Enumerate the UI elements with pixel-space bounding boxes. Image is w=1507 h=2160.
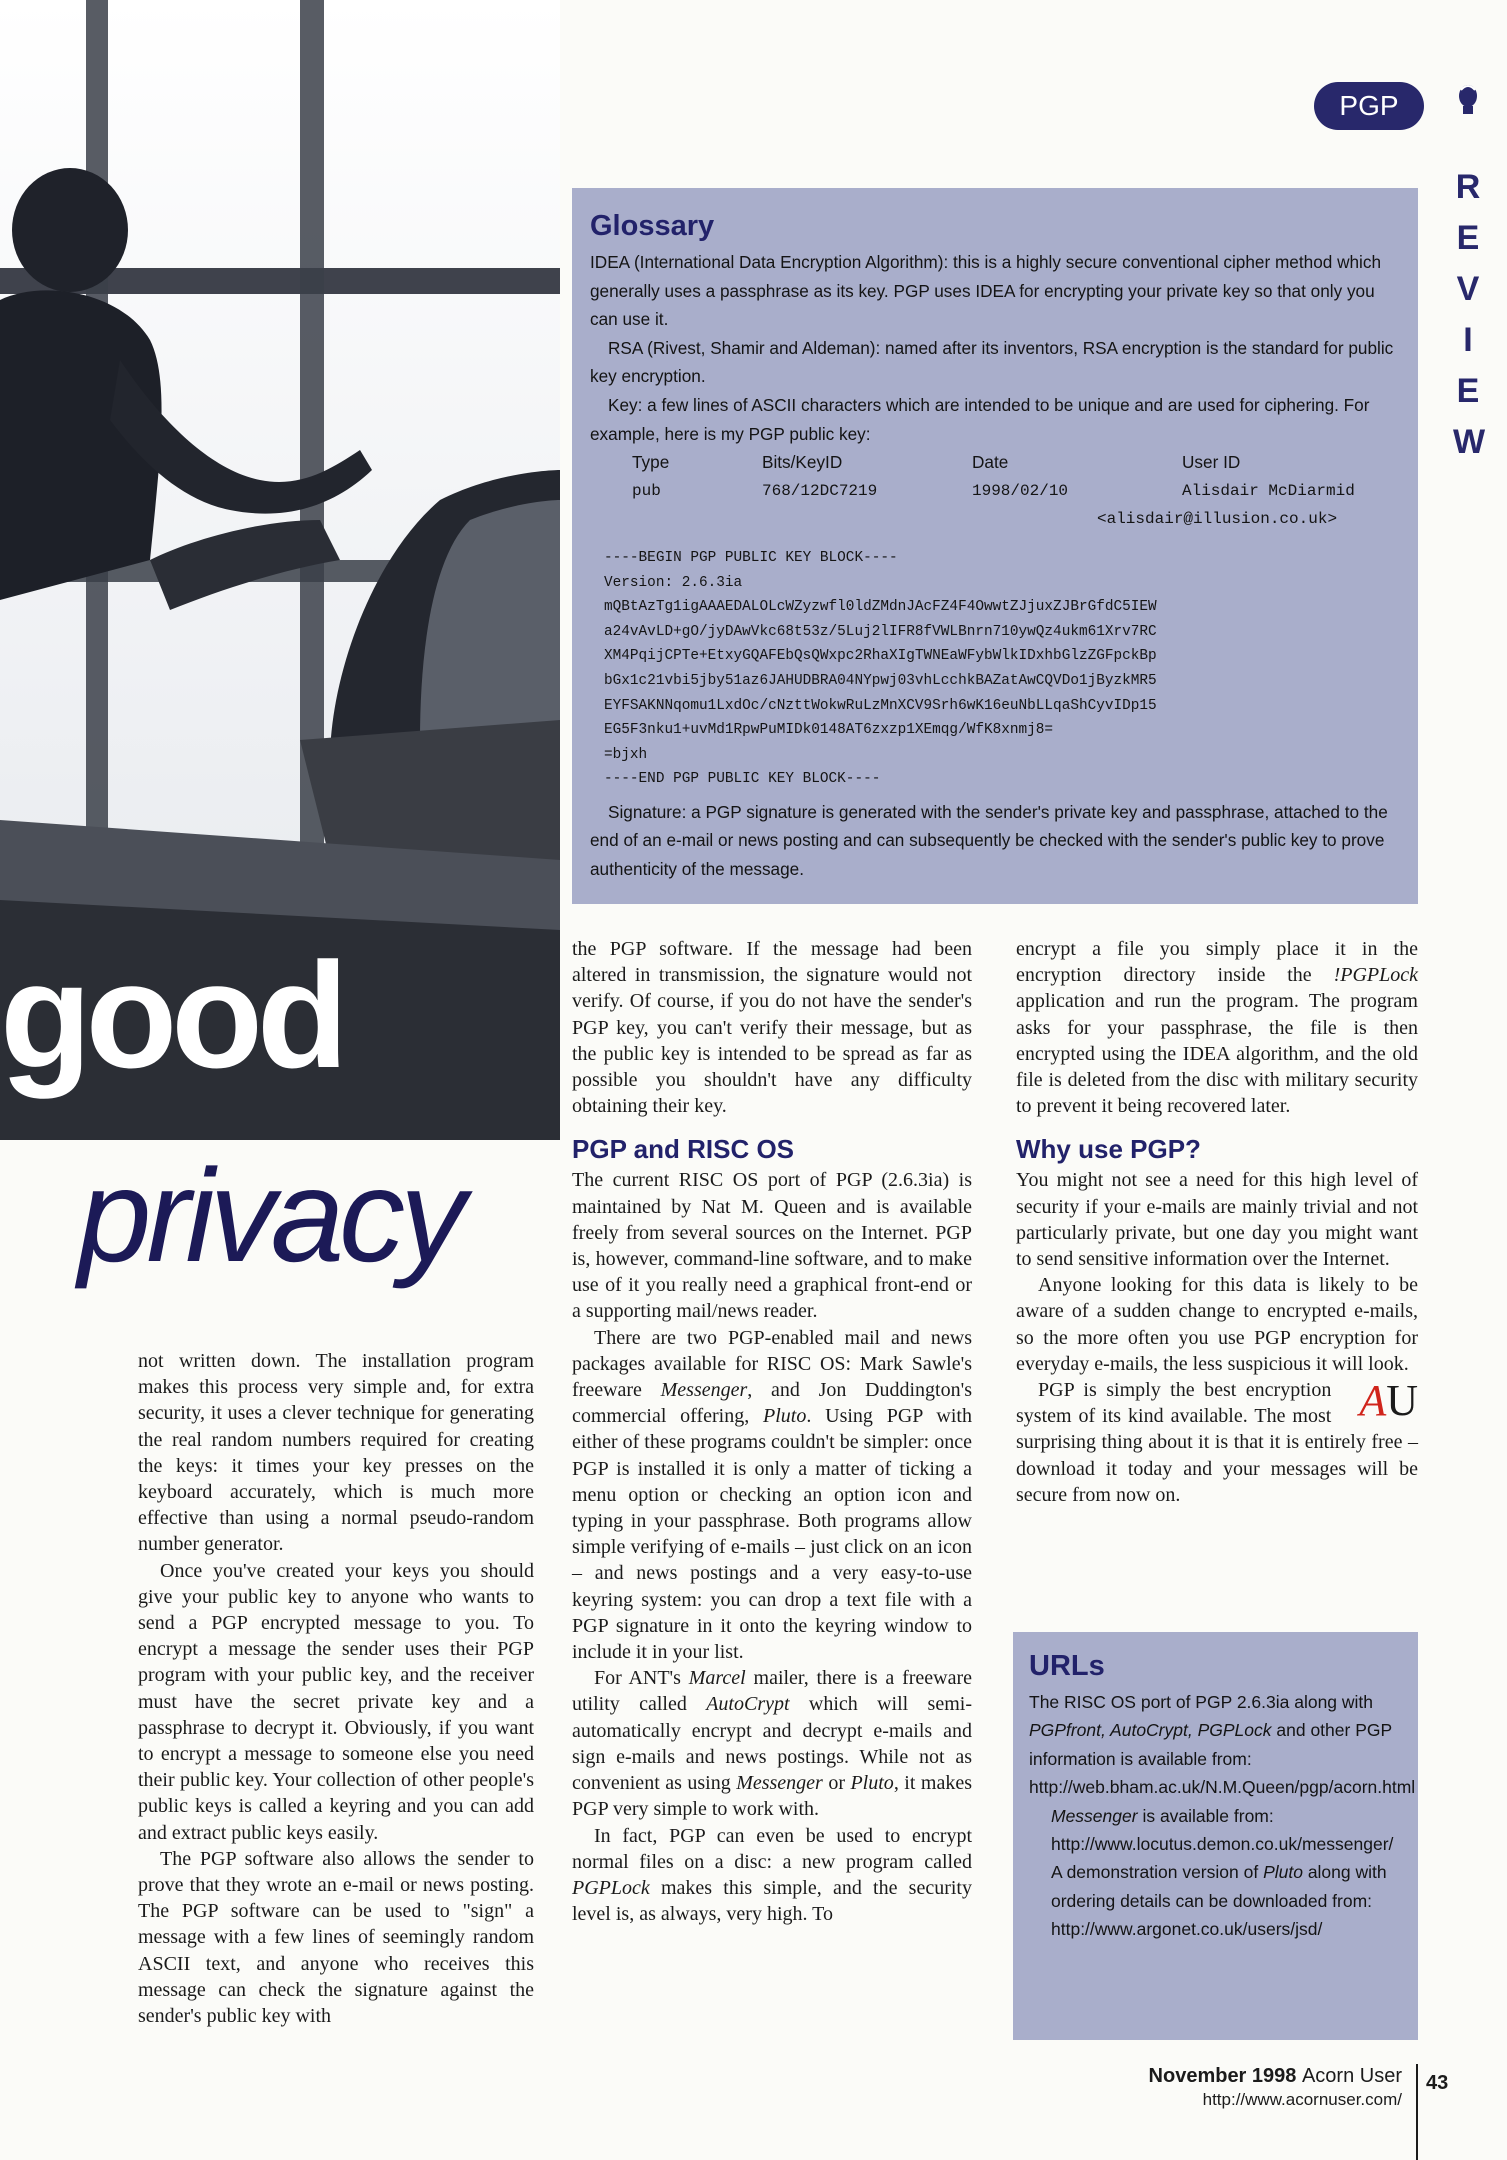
key-line: ----BEGIN PGP PUBLIC KEY BLOCK---- — [604, 549, 898, 566]
text-run-italic: Pluto — [763, 1405, 807, 1428]
key-table-cell: 1998/02/10 — [972, 481, 1069, 500]
text-run: PGP is simply the best encryption system of its kind available. The most surprising thing about it is that it is entirely free – download it today and your messages will be secure from now on. — [1016, 1379, 1418, 1506]
glossary-title: Glossary — [590, 210, 715, 242]
paragraph: not written down. The installation program makes this process very simple and, for extra security, it uses a clever technique for generating the real random numbers required for creating the keys: it times your key presses on the keyboard accurately, which is much more effective than using a normal pseudo-random number generator. — [138, 1350, 534, 1556]
lightbulb-icon — [1458, 84, 1478, 118]
url-link[interactable]: http://web.bham.ac.uk/N.M.Queen/pgp/acorn.html — [1029, 1777, 1416, 1798]
subheading-pgp-risc-os: PGP and RISC OS — [572, 1134, 795, 1165]
paragraph: Anyone looking for this data is likely to be aware of a sudden change to encrypted e-mails, so the more often you use PGP encryption for everyday e-mails, the less suspicious it will look. — [1016, 1274, 1418, 1375]
key-line: a24vAvLD+gO/jyDAwVkc68t53z/5Luj2lIFR8fVWLBnrn710ywQz4ukm61Xrv7RC — [604, 623, 1157, 640]
glossary-idea: IDEA (International Data Encryption Algorithm): this is a highly secure conventional cipher method which generally uses a passphrase as its key. PGP uses IDEA for encrypting your private key so that only you can use it. — [590, 252, 1382, 330]
text-run-italic: Messenger — [1051, 1805, 1138, 1826]
key-table — [632, 448, 1400, 505]
footer-url[interactable]: http://www.acornuser.com/ — [1202, 2090, 1402, 2109]
subheading-why-use-pgp: Why use PGP? — [1016, 1134, 1201, 1165]
key-table-header: Date — [972, 452, 1009, 473]
headline-privacy: privacy — [78, 1142, 462, 1289]
issue-date: November 1998 — [1148, 2065, 1297, 2087]
text-run: along with ordering details can be downloaded from: — [1051, 1862, 1387, 1911]
url-link[interactable]: http://www.argonet.co.uk/users/jsd/ — [1051, 1919, 1323, 1940]
text-run-italic: Messenger — [736, 1772, 823, 1795]
footer-divider — [1416, 2064, 1418, 2160]
key-line: Version: 2.6.3ia — [604, 574, 743, 591]
key-table-cell: pub — [632, 481, 661, 500]
urls-paragraph — [1029, 1688, 1402, 1773]
text-run-italic: AutoCrypt — [706, 1693, 790, 1716]
text-run: or — [822, 1772, 851, 1795]
text-run: There are two PGP-enabled mail and news packages available for RISC OS: Mark Sawle's freeware — [572, 1326, 972, 1402]
logo-letter: U — [1386, 1376, 1418, 1426]
urls-box — [1013, 1632, 1418, 2040]
key-line: XM4PqijCPTe+EtxyGQAFEbQsQWxpc2RhaXIgTWNEaWFybWlkIDxhbGlzZGFpckBp — [604, 648, 1157, 665]
section-badge: PGP — [1314, 82, 1424, 130]
paragraph: the PGP software. If the message had been altered in transmission, the signature would not verify. Of course, if you do not have the sender's PGP key, you can't verify their message, but as the public key is intended to be spread as far as possible you shouldn't have any difficulty obtaining their key. — [572, 938, 972, 1118]
key-table-header: Bits/KeyID — [762, 452, 843, 473]
issue-line — [1149, 2064, 1402, 2088]
public-key-block — [604, 546, 1400, 792]
paragraph: Once you've created your keys you should give your public key to anyone who wants to send a PGP encrypted message to you. To encrypt a message the sender uses their PGP program with your public key, and the receiver must have the secret private key and a passphrase to decrypt it. Obviously, if you want to encrypt a message to someone else you need their public key. Your collection of other people's public keys is called a keyring and you can add and extract public keys easily. — [138, 1559, 534, 1844]
hero-photo — [0, 0, 560, 1140]
text-run: A demonstration version of — [1051, 1862, 1264, 1883]
page-footer — [1149, 2064, 1402, 2112]
text-run: , and Jon Duddington's commercial offering, — [572, 1379, 972, 1428]
text-run: which will semi-automatically encrypt and decrypt e-mails and sign e-mails and news postings. While not as convenient as using — [572, 1693, 972, 1795]
key-line: mQBtAzTg1igAAAEDALOLcWZyzwfl0ldZMdnJAcFZ4F4OwwtZJjuxZJBrGfdC5IEW — [604, 599, 1157, 616]
text-run-italic: PGPLock — [572, 1876, 650, 1899]
paragraph: The current RISC OS port of PGP (2.6.3ia) is maintained by Nat M. Queen and is available freely from several sources on the Internet. PGP is, however, command-line software, and to make use of it you really need a graphical front-end or a supporting mail/news reader. — [572, 1169, 972, 1323]
text-run: makes this simple, and the security level is, as always, very high. To — [572, 1876, 972, 1926]
key-line: =bjxh — [604, 746, 648, 763]
text-run-italic: !PGPLock — [1333, 964, 1418, 987]
text-run: In fact, PGP can even be used to encrypt normal files on a disc: a new program called — [572, 1824, 972, 1873]
article-column-1 — [138, 1348, 534, 2029]
paragraph — [572, 1665, 972, 1822]
logo-letter: A — [1359, 1376, 1387, 1426]
paragraph: The PGP software also allows the sender to prove that they wrote an e-mail or news posting. The PGP software can be used to "sign" a message with a few lines of seemingly random ASCII text, and anyone who receives this message can check the signature against the sender's public key with — [138, 1847, 534, 2028]
glossary-key: Key: a few lines of ASCII characters which are intended to be unique and are used for ciphering. For example, here is my PGP public key: — [590, 394, 1370, 444]
review-label: REVIEW — [1453, 168, 1486, 461]
glossary-rsa: RSA (Rivest, Shamir and Aldeman): named after its inventors, RSA encryption is the standard for public key encryption. — [590, 337, 1394, 387]
key-line: ----END PGP PUBLIC KEY BLOCK---- — [604, 771, 881, 788]
article-column-3 — [1016, 936, 1418, 1508]
text-run-italic: PGPfront, AutoCrypt, PGPLock — [1029, 1720, 1272, 1741]
urls-paragraph — [1029, 1858, 1402, 1915]
key-table-cell: Alisdair McDiarmid — [1182, 481, 1355, 500]
text-run-italic: Messenger — [660, 1379, 748, 1402]
text-run: application and run the program. The program asks for your passphrase, the file is then encrypted using the IDEA algorithm, and the old file is deleted from the disc with military security to prevent it being recovered later. — [1016, 990, 1418, 1118]
text-run-italic: Pluto — [850, 1772, 894, 1795]
glossary-box — [572, 188, 1418, 904]
text-run: and other PGP information is available from: — [1029, 1720, 1392, 1769]
text-run: . Using PGP with either of these programs couldn't be simpler: once PGP is installed it is only a matter of ticking a menu option or checking an option icon and typing in your passphrase. Both programs allow simple verifying of e-mails – just click on an icon – and news postings and a very easy-to-use keyring system: you can drop a text file with a PGP signature in it onto the keyring window to include it in your list. — [572, 1405, 972, 1664]
paragraph — [1016, 1377, 1418, 1508]
url-link[interactable]: http://www.locutus.demon.co.uk/messenger/ — [1051, 1834, 1394, 1855]
headline-good: good — [0, 931, 343, 1099]
glossary-signature: Signature: a PGP signature is generated with the sender's private key and passphrase, attached to the end of an e-mail or news posting and can subsequently be checked with the sender's public key to prove authenticity of the message. — [590, 801, 1388, 880]
text-run-italic: Pluto — [1263, 1862, 1303, 1883]
key-line: EG5F3nku1+uvMd1RpwPuMIDk0148AT6zxzp1XEmqg/WfK8xnmj8= — [604, 722, 1054, 739]
text-run: encrypt a file you simply place it in the encryption directory inside the — [1016, 938, 1418, 987]
text-run-italic: Marcel — [688, 1667, 746, 1690]
publication-name: Acorn User — [1301, 2065, 1402, 2087]
urls-title: URLs — [1029, 1650, 1105, 1682]
text-run: is available from: — [1137, 1805, 1274, 1826]
page-number: 43 — [1426, 2072, 1449, 2094]
article-column-2 — [572, 936, 972, 1927]
text-run: The RISC OS port of PGP 2.6.3ia along with — [1029, 1692, 1374, 1712]
urls-paragraph — [1029, 1802, 1402, 1830]
paragraph: You might not see a need for this high level of security if your e-mails are mainly trivial and not particularly private, but one day you might want to send sensitive information over the Internet. — [1016, 1169, 1418, 1271]
paragraph — [572, 1823, 972, 1928]
paragraph — [1016, 936, 1418, 1119]
key-table-header: User ID — [1182, 452, 1241, 473]
text-run: , it makes PGP very simple to work with. — [572, 1772, 972, 1821]
key-line: bGx1c21vbi5jby51az6JAHUDBRA04NYpwj03vhLcchkBAZatAwCQVDo1jByzkMR5 — [604, 672, 1157, 689]
key-table-email: <alisdair@illusion.co.uk> — [1097, 510, 1338, 529]
key-table-header: Type — [632, 452, 670, 473]
key-table-cell: 768/12DC7219 — [762, 481, 878, 500]
acorn-user-end-logo — [1337, 1376, 1418, 1426]
text-run: mailer, there is a freeware utility called — [572, 1667, 972, 1716]
key-line: EYFSAKNNqomu1LxdOc/cNzttWokwRuLzMnXCV9Srh6wK16euNbLLqaShCyvIDp15 — [604, 697, 1157, 714]
paragraph — [572, 1325, 972, 1666]
text-run: For ANT's — [594, 1667, 689, 1690]
